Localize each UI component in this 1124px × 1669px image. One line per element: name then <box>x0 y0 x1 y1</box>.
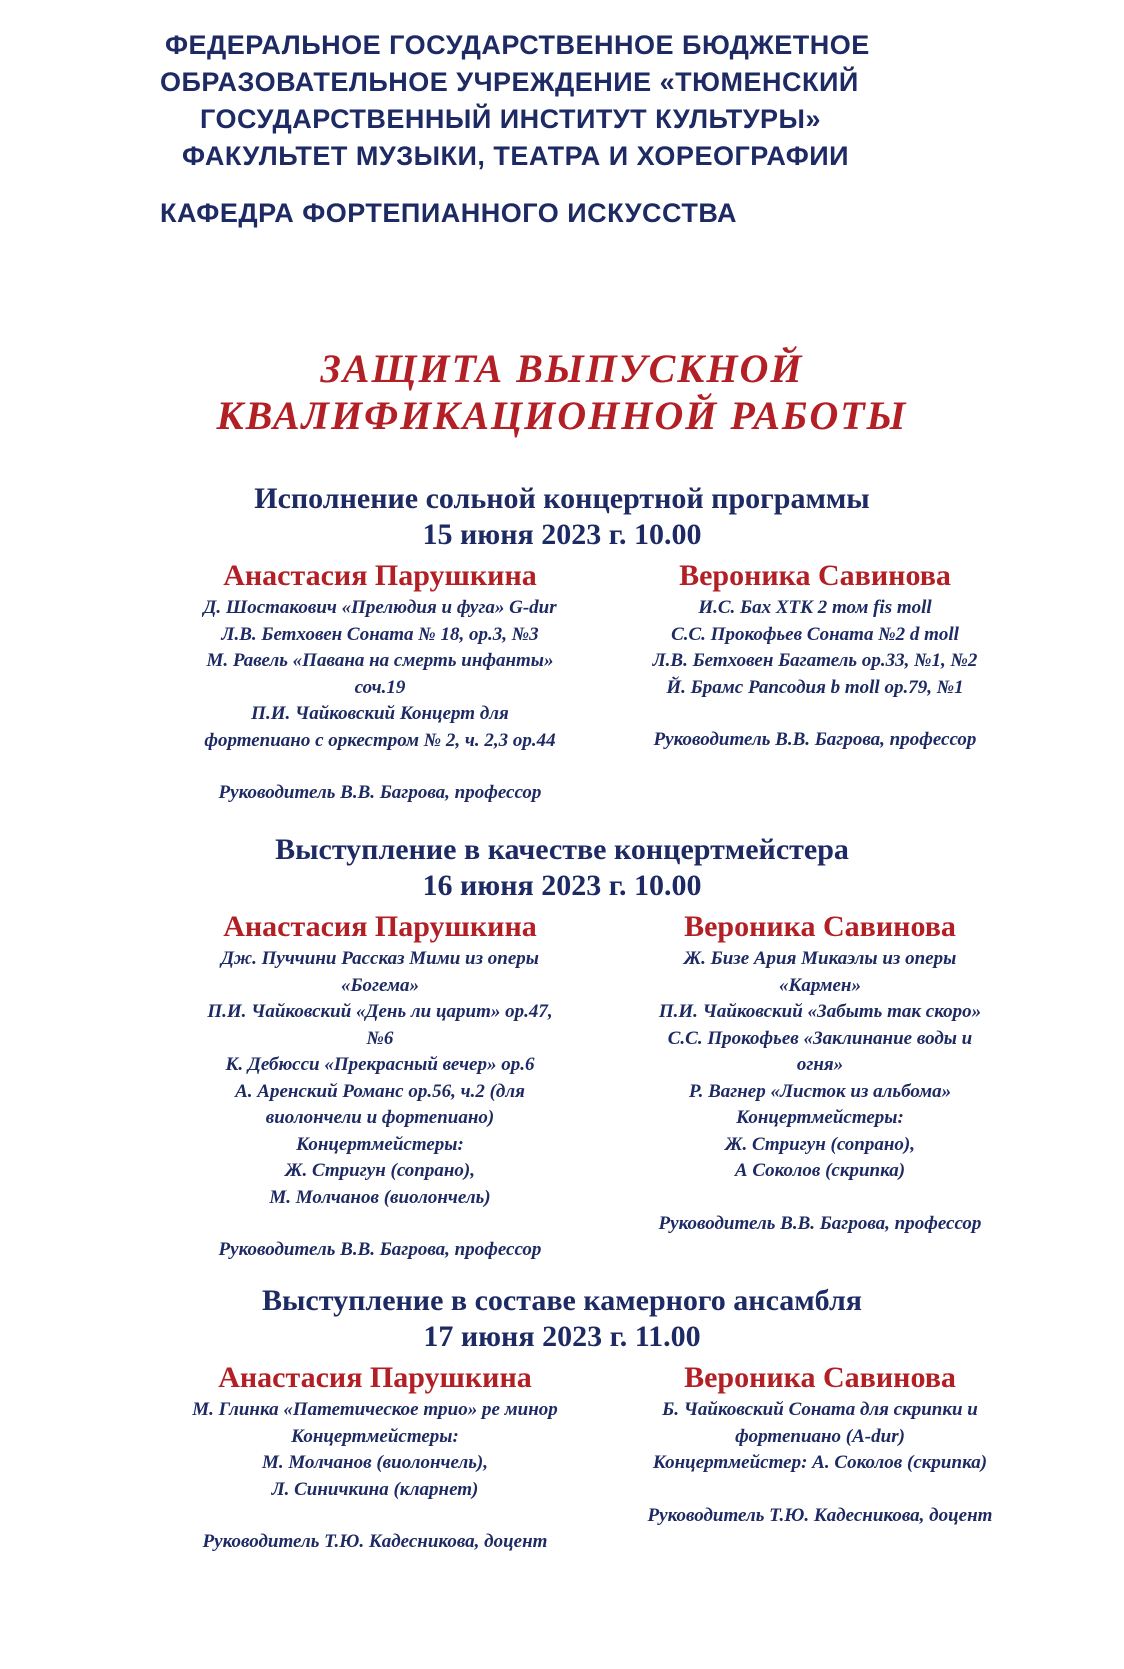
section-3-left-column <box>140 1359 610 1556</box>
program-line: А Соколов (скрипка) <box>734 1160 906 1181</box>
institution-line-1: ФЕДЕРАЛЬНОЕ ГОСУДАРСТВЕННОЕ БЮДЖЕТНОЕ <box>165 30 870 60</box>
supervisor-line: Руководитель Т.Ю. Кадесникова, доцент <box>647 1504 993 1526</box>
section-1-left-column <box>150 557 610 807</box>
supervisor-line: Руководитель Т.Ю. Кадесникова, доцент <box>202 1531 548 1552</box>
program-line: Л.В. Бетховен Соната № 18, ор.3, №3 <box>221 623 539 645</box>
program-line: Л. Синичкина (кларнет) <box>271 1478 479 1500</box>
program-line: Ж. Стригун (сопрано), <box>285 1160 475 1181</box>
program-line: М. Молчанов (виолончель), <box>262 1452 488 1473</box>
program-line: Л.В. Бетховен Багатель ор.33, №1, №2 <box>652 650 978 671</box>
performer-name: Анастасия Парушкина <box>223 559 537 592</box>
performer-name: Анастасия Парушкина <box>223 910 537 943</box>
program-line: М. Равель «Павана на смерть инфанты» <box>206 650 554 671</box>
section-2-left-column <box>150 908 610 1264</box>
program-line: виолончели и фортепиано) <box>265 1107 495 1128</box>
program-line: «Кармен» <box>779 974 861 996</box>
program-line: Дж. Пуччини Рассказ Мими из оперы <box>221 948 539 969</box>
program-line: Концертмейстеры: <box>736 1107 904 1128</box>
program-line: Й. Брамс Рапсодия b moll ор.79, №1 <box>666 676 964 698</box>
program-line: №6 <box>366 1027 394 1049</box>
section-1-right-column <box>610 557 1020 754</box>
program-line: «Богема» <box>340 974 420 996</box>
program-line: огня» <box>796 1054 844 1075</box>
section-2-heading: Выступление в качестве концертмейстера <box>275 833 849 866</box>
program-line: Ж. Стригун (сопрано), <box>725 1133 915 1155</box>
faculty-line: ФАКУЛЬТЕТ МУЗЫКИ, ТЕАТРА И ХОРЕОГРАФИИ <box>182 141 850 171</box>
supervisor-line: Руководитель В.В. Багрова, профессор <box>218 1239 542 1260</box>
program-line: М. Молчанов (виолончель) <box>269 1186 491 1208</box>
program-line: С.С. Прокофьев «Заклинание воды и <box>667 1027 973 1049</box>
institution-line-3: ГОСУДАРСТВЕННЫЙ ИНСТИТУТ КУЛЬТУРЫ» <box>200 104 821 134</box>
program-line: П.И. Чайковский «Забыть так скоро» <box>658 1001 982 1022</box>
program-line: А. Аренский Романс ор.56, ч.2 (для <box>235 1080 525 1102</box>
program-line: фортепиано (A-dur) <box>735 1425 905 1447</box>
department-line: КАФЕДРА ФОРТЕПИАННОГО ИСКУССТВА <box>160 198 738 228</box>
performer-name: Вероника Савинова <box>684 910 956 943</box>
program-line: К. Дебюсси «Прекрасный вечер» ор.6 <box>225 1054 535 1075</box>
program-line: Концертмейстеры: <box>296 1133 464 1155</box>
performer-name: Вероника Савинова <box>679 559 951 592</box>
program-line: П.И. Чайковский Концерт для <box>251 703 509 724</box>
title-line-1: ЗАЩИТА ВЫПУСКНОЙ <box>320 346 804 391</box>
section-2-date: 16 июня 2023 г. 10.00 <box>422 869 702 902</box>
program-line: М. Глинка «Патетическое трио» ре минор <box>192 1399 558 1420</box>
section-2-right-column <box>610 908 1030 1237</box>
title-line-2: КВАЛИФИКАЦИОННОЙ РАБОТЫ <box>216 393 908 438</box>
performer-name: Вероника Савинова <box>684 1361 956 1394</box>
program-line: Р. Вагнер «Листок из альбома» <box>688 1080 952 1102</box>
section-3-heading: Выступление в составе камерного ансамбля <box>262 1284 862 1317</box>
program-line: фортепиано с оркестром № 2, ч. 2,3 ор.44 <box>204 729 556 751</box>
program-line: Д. Шостакович «Прелюдия и фуга» G-dur <box>203 597 557 618</box>
section-1-date: 15 июня 2023 г. 10.00 <box>422 518 702 551</box>
program-line: С.С. Прокофьев Соната №2 d moll <box>671 623 959 645</box>
section-3-date: 17 июня 2023 г. 11.00 <box>423 1320 701 1353</box>
program-line: соч.19 <box>354 676 406 698</box>
supervisor-line: Руководитель В.В. Багрова, профессор <box>653 729 977 750</box>
program-line: Ж. Бизе Ария Микаэлы из оперы <box>683 948 957 969</box>
program-line: И.С. Бах ХТК 2 том fis moll <box>698 597 932 618</box>
section-3-right-column <box>600 1359 1040 1529</box>
program-line: Концертмейстер: А. Соколов (скрипка) <box>652 1452 988 1473</box>
institution-line-2: ОБРАЗОВАТЕЛЬНОЕ УЧРЕЖДЕНИЕ «ТЮМЕНСКИЙ <box>160 67 859 97</box>
performer-name: Анастасия Парушкина <box>218 1361 532 1394</box>
program-line: П.И. Чайковский «День ли царит» ор.47, <box>207 1001 553 1022</box>
program-line: Б. Чайковский Соната для скрипки и <box>662 1399 978 1420</box>
section-1-heading: Исполнение сольной концертной программы <box>254 482 870 515</box>
program-line: Концертмейстеры: <box>291 1425 459 1447</box>
supervisor-line: Руководитель В.В. Багрова, профессор <box>218 782 542 803</box>
supervisor-line: Руководитель В.В. Багрова, профессор <box>658 1212 982 1234</box>
